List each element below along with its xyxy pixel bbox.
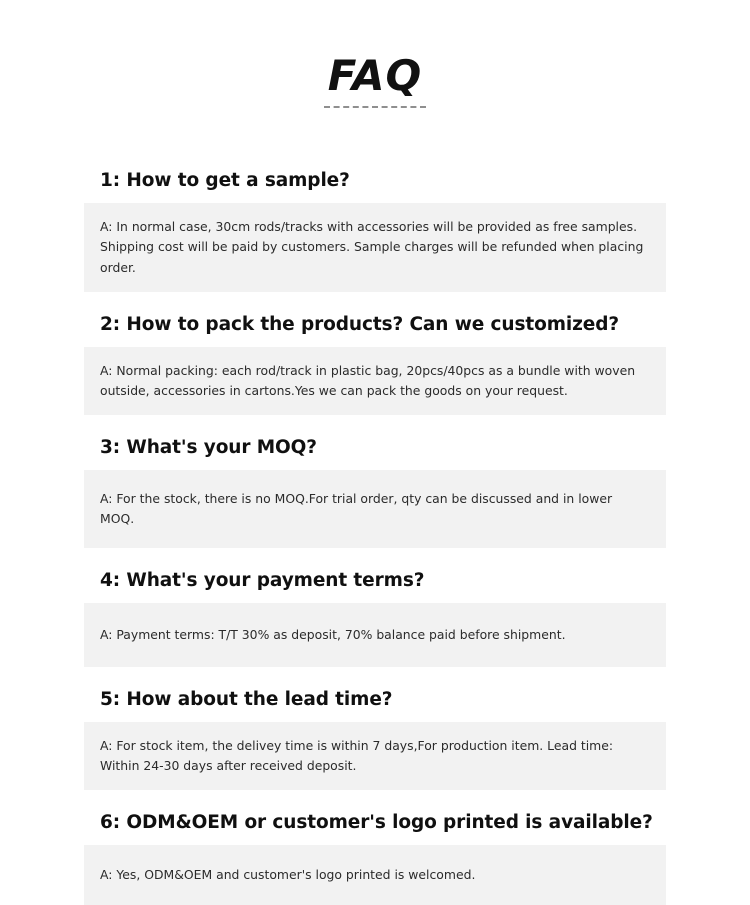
faq-question: 5: How about the lead time? (100, 689, 393, 711)
faq-item (0, 570, 750, 667)
faq-answer: A: Yes, ODM&OEM and customer's logo printed is welcomed. (84, 845, 666, 905)
faq-question: 4: What's your payment terms? (100, 570, 425, 591)
faq-list (0, 170, 750, 905)
faq-answer: A: Normal packing: each rod/track in plastic bag, 20pcs/40pcs as a bundle with woven outside, accessories in cartons.Yes we can pack the goods on your request. (84, 347, 666, 415)
faq-question: 3: What's your MOQ? (100, 436, 317, 458)
faq-answer: A: For stock item, the delivey time is within 7 days,For production item. Lead time: Within 24-30 days after received deposit. (84, 722, 666, 790)
faq-answer: A: For the stock, there is no MOQ.For trial order, qty can be discussed and in lower MOQ. (84, 470, 666, 548)
faq-answer: A: Payment terms: T/T 30% as deposit, 70% balance paid before shipment. (84, 603, 666, 667)
faq-question: 1: How to get a sample? (100, 170, 350, 192)
faq-item (0, 812, 750, 905)
faq-answer: A: In normal case, 30cm rods/tracks with accessories will be provided as free samples. Shipping cost will be paid by customers. Sample charges will be refunded when placing order. (84, 203, 666, 291)
faq-item (0, 689, 750, 790)
faq-question: 2: How to pack the products? Can we customized? (100, 313, 620, 335)
faq-item (0, 437, 750, 548)
faq-question: 6: ODM&OEM or customer's logo printed is available? (100, 812, 653, 834)
faq-item (0, 170, 750, 291)
page-title: FAQ (324, 54, 427, 108)
faq-item (0, 314, 750, 415)
page-title-container (0, 0, 750, 136)
